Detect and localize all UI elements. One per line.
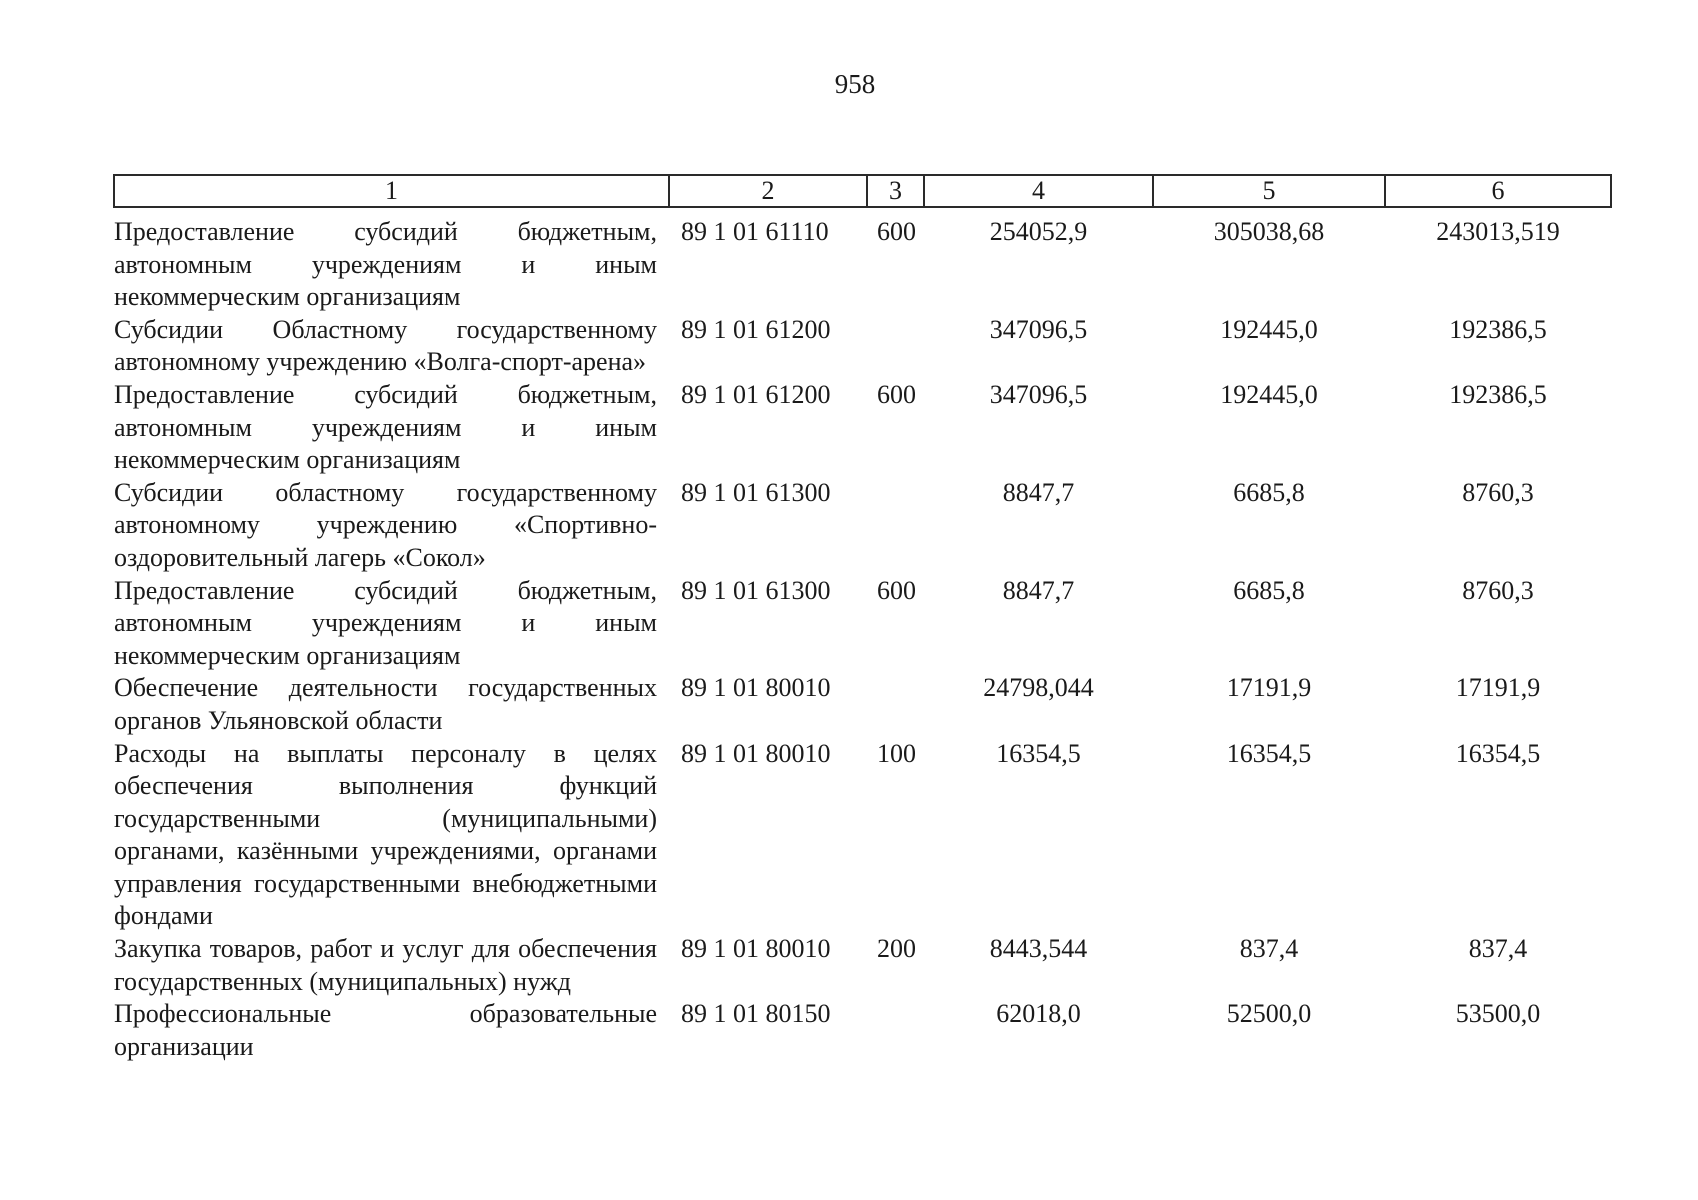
row-amount-2-cell: 16354,5 [1226,738,1312,768]
row-code-cell: 89 1 01 61300 [681,575,831,605]
row-name-cell: Предоставление субсидий бюджетным, автономным учреждениям и иным некоммерческим организациям [114,575,657,670]
row-amount-1-cell: 16354,5 [996,738,1081,768]
column-header-4: 4 [924,175,1153,207]
table-row [114,314,1611,379]
table-row [114,575,1611,673]
column-header-3: 3 [867,175,924,207]
row-expense-type-cell: 100 [877,738,916,768]
row-amount-2-cell: 837,4 [1239,934,1299,964]
row-amount-1-cell: 347096,5 [989,379,1088,409]
row-expense-type-cell: 600 [877,575,916,605]
column-header-1: 1 [114,175,669,207]
table-row [114,998,1611,1063]
row-expense-type-cell: 200 [877,934,916,964]
row-amount-3-cell: 53500,0 [1455,999,1541,1029]
row-name-cell: Субсидии Областному государственному автономному учреждению «Волга-спорт-арена» [114,314,657,377]
row-amount-1-cell: 8847,7 [1002,575,1075,605]
row-amount-3-cell: 8760,3 [1462,477,1534,507]
row-expense-type-cell: 600 [877,379,916,409]
table-row [114,477,1611,575]
row-expense-type-cell [867,998,924,1063]
row-amount-2-cell: 6685,8 [1233,477,1305,507]
row-amount-3-cell: 243013,519 [1436,217,1560,246]
row-amount-2-cell: 192445,0 [1220,314,1318,344]
row-amount-1-cell: 8847,7 [1002,477,1075,507]
row-amount-3-cell: 192386,5 [1449,314,1547,344]
table-row [114,738,1611,934]
row-amount-3-cell: 17191,9 [1455,673,1541,703]
row-amount-3-cell: 837,4 [1468,934,1528,964]
table-row [114,933,1611,998]
column-header-2: 2 [669,175,867,207]
row-amount-3-cell: 16354,5 [1455,738,1541,768]
row-code-cell: 89 1 01 61300 [681,477,831,507]
row-code-cell: 89 1 01 80150 [681,999,831,1029]
column-header-5: 5 [1153,175,1385,207]
table-row [114,207,1611,314]
row-amount-2-cell: 192445,0 [1220,379,1318,409]
row-expense-type-cell [867,477,924,575]
row-code-cell: 89 1 01 80010 [681,673,831,703]
row-amount-3-cell: 8760,3 [1462,575,1534,605]
page-number: 958 [834,69,876,99]
row-amount-1-cell: 62018,0 [996,999,1081,1029]
row-name-cell: Обеспечение деятельности государственных органов Ульяновской области [114,673,657,735]
table-body [114,207,1611,1063]
row-code-cell: 89 1 01 80010 [681,934,831,964]
row-amount-1-cell: 8443,544 [989,934,1088,964]
table-row [114,379,1611,477]
table-row [114,672,1611,737]
row-name-cell: Предоставление субсидий бюджетным, автономным учреждениям и иным некоммерческим организациям [114,379,657,475]
row-amount-1-cell: 254052,9 [989,217,1088,246]
row-amount-1-cell: 347096,5 [989,314,1088,344]
row-name-cell: Закупка товаров, работ и услуг для обеспечения государственных (муниципальных) нужд [114,934,657,996]
column-header-6: 6 [1385,175,1611,207]
row-amount-2-cell: 305038,68 [1213,217,1325,246]
row-code-cell: 89 1 01 61200 [681,379,831,409]
row-expense-type-cell [867,314,924,379]
row-name-cell: Предоставление субсидий бюджетным, автономным учреждениям и иным некоммерческим организациям [114,217,657,312]
row-amount-1-cell: 24798,044 [983,673,1094,703]
budget-table [113,174,1612,1063]
header-row [114,175,1611,207]
row-amount-2-cell: 17191,9 [1226,673,1312,703]
row-amount-2-cell: 6685,8 [1233,575,1305,605]
row-expense-type-cell: 600 [877,217,916,246]
row-code-cell: 89 1 01 61200 [681,314,831,344]
row-name-cell: Профессиональные образовательные организации [114,999,657,1061]
row-expense-type-cell [867,672,924,737]
row-code-cell: 89 1 01 80010 [681,738,831,768]
row-amount-3-cell: 192386,5 [1449,379,1547,409]
row-name-cell: Расходы на выплаты персоналу в целях обеспечения выполнения функций государственными (муниципальными) органами, казёнными учреждениями, органами управления государственными внебюджетными фондами [114,738,657,931]
row-name-cell: Субсидии областному государственному автономному учреждению «Спортивно-оздоровительный лагерь «Сокол» [114,477,657,572]
row-amount-2-cell: 52500,0 [1226,999,1312,1029]
row-code-cell: 89 1 01 61110 [681,217,829,246]
